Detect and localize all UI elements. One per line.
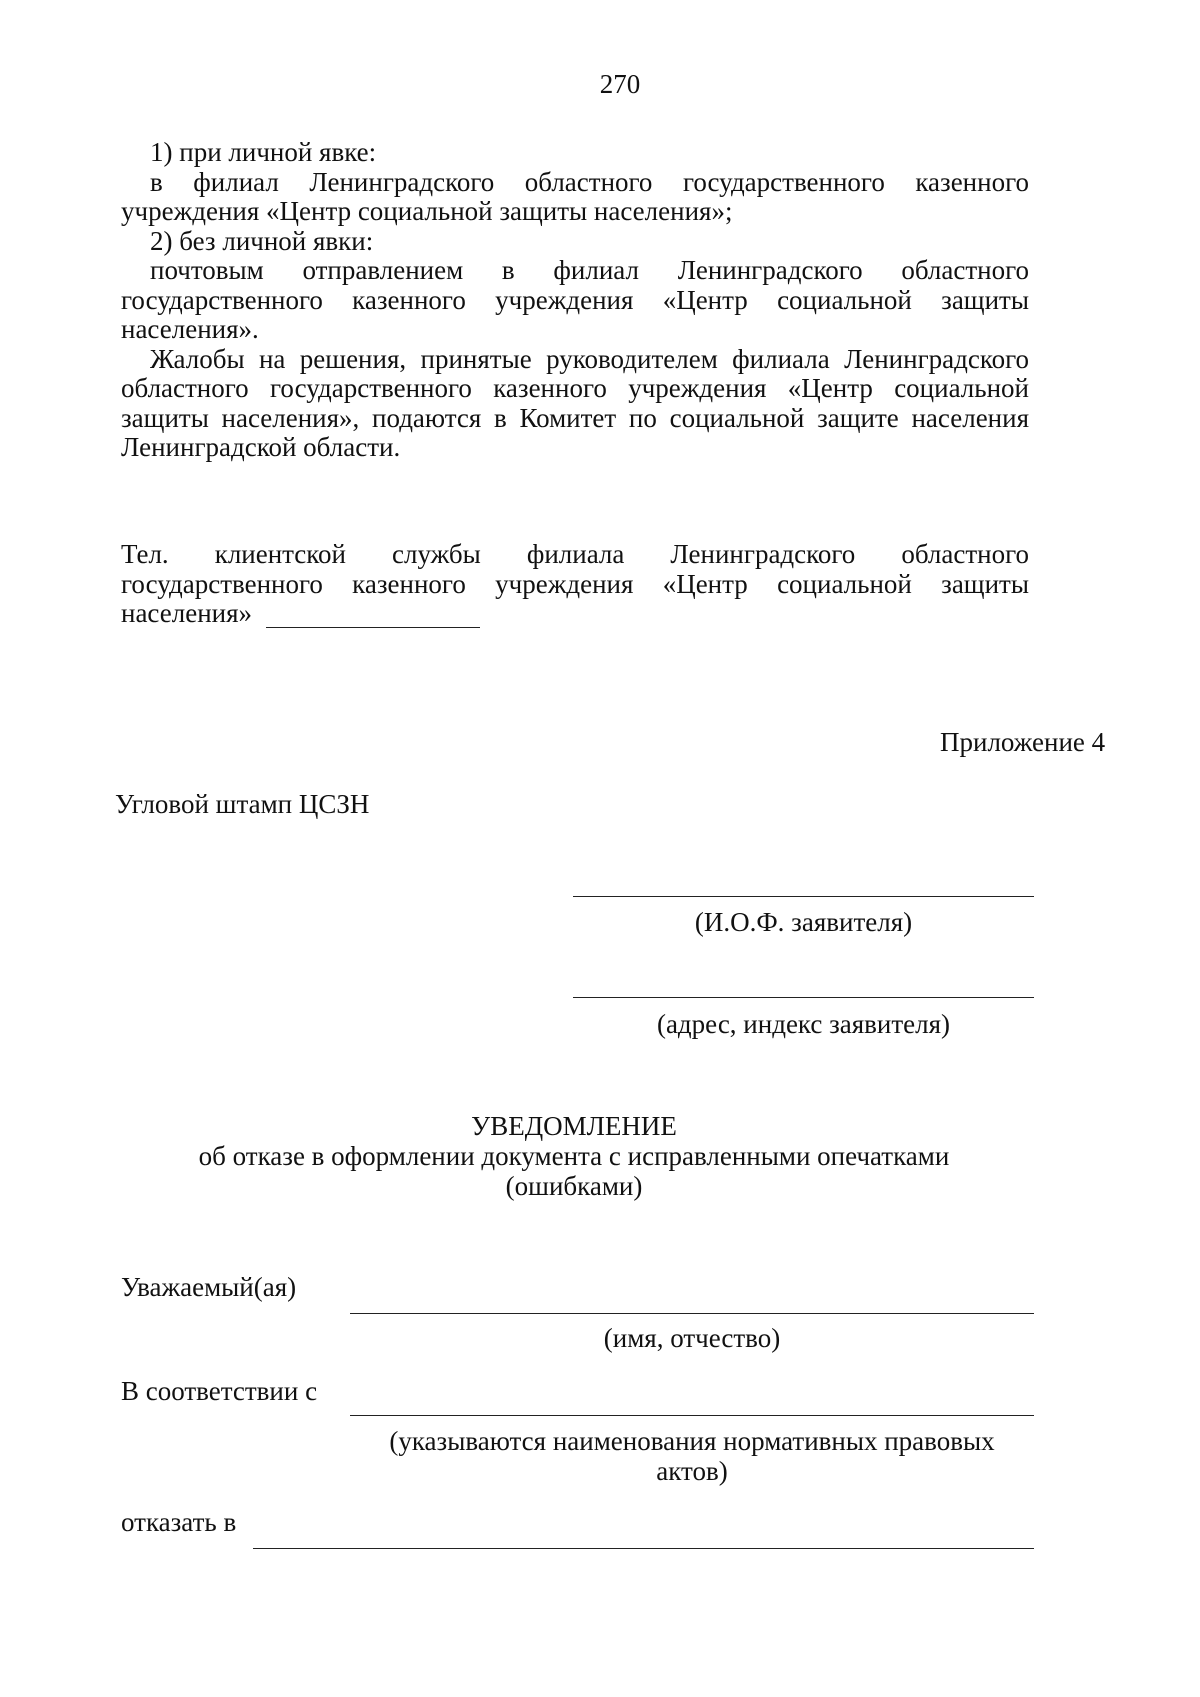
accordance-label: В соответствии с <box>121 1376 318 1406</box>
refuse-label: отказать в <box>121 1507 237 1537</box>
subtitle-line-1: об отказе в оформлении документа с исправленными опечатками <box>198 1141 950 1171</box>
applicant-name-field[interactable] <box>573 896 1034 897</box>
refuse-field[interactable] <box>253 1548 1034 1549</box>
text-block-upper <box>121 138 1029 463</box>
phone-line-1: Тел. клиентской службы филиала Ленинградского областного <box>121 539 1029 569</box>
acts-caption-line-1: (указываются наименования нормативных правовых <box>389 1426 995 1456</box>
phone-line-3 <box>121 599 1029 629</box>
page-number: 270 <box>599 69 641 99</box>
name-caption: (имя, отчество) <box>603 1323 781 1353</box>
applicant-name-caption: (И.О.Ф. заявителя) <box>694 907 913 937</box>
paragraph-no-personal: 2) без личной явки: <box>150 225 374 256</box>
acts-caption <box>350 1427 1034 1486</box>
phone-block <box>121 540 1029 629</box>
paragraph-complaints: Жалобы на решения, принятые руководителем филиала Ленинградского областного государственного казенного учреждения «Центр социальной защиты населения», подаются в Комитет по социальной защите населения Ленинградской области. <box>121 343 1029 462</box>
paragraph-personal: 1) при личной явке: <box>150 137 377 167</box>
phone-line-3-text: населения» <box>121 598 253 628</box>
applicant-address-caption: (адрес, индекс заявителя) <box>656 1009 951 1039</box>
paragraph-mail: почтовым отправлением в филиал Ленинградского областного государственного казенного учреждения «Центр социальной защиты населения». <box>121 255 1029 344</box>
subtitle-line-2: (ошибками) <box>505 1170 643 1201</box>
phone-blank-line <box>266 627 480 628</box>
dear-label: Уважаемый(ая) <box>121 1272 297 1302</box>
document-title: УВЕДОМЛЕНИЕ <box>471 1111 677 1141</box>
phone-line-2: государственного казенного учреждения «Центр социальной защиты <box>121 568 1029 599</box>
appendix-label: Приложение 4 <box>940 727 1106 757</box>
acts-field[interactable] <box>350 1415 1034 1416</box>
applicant-address-field[interactable] <box>573 997 1034 998</box>
paragraph-branch: в филиал Ленинградского областного государственного казенного учреждения «Центр социальной защиты населения»; <box>121 166 1029 226</box>
name-field[interactable] <box>350 1313 1034 1314</box>
corner-stamp-label: Угловой штамп ЦСЗН <box>115 789 370 819</box>
document-subtitle <box>0 1142 1148 1201</box>
acts-caption-line-2: актов) <box>656 1455 728 1486</box>
